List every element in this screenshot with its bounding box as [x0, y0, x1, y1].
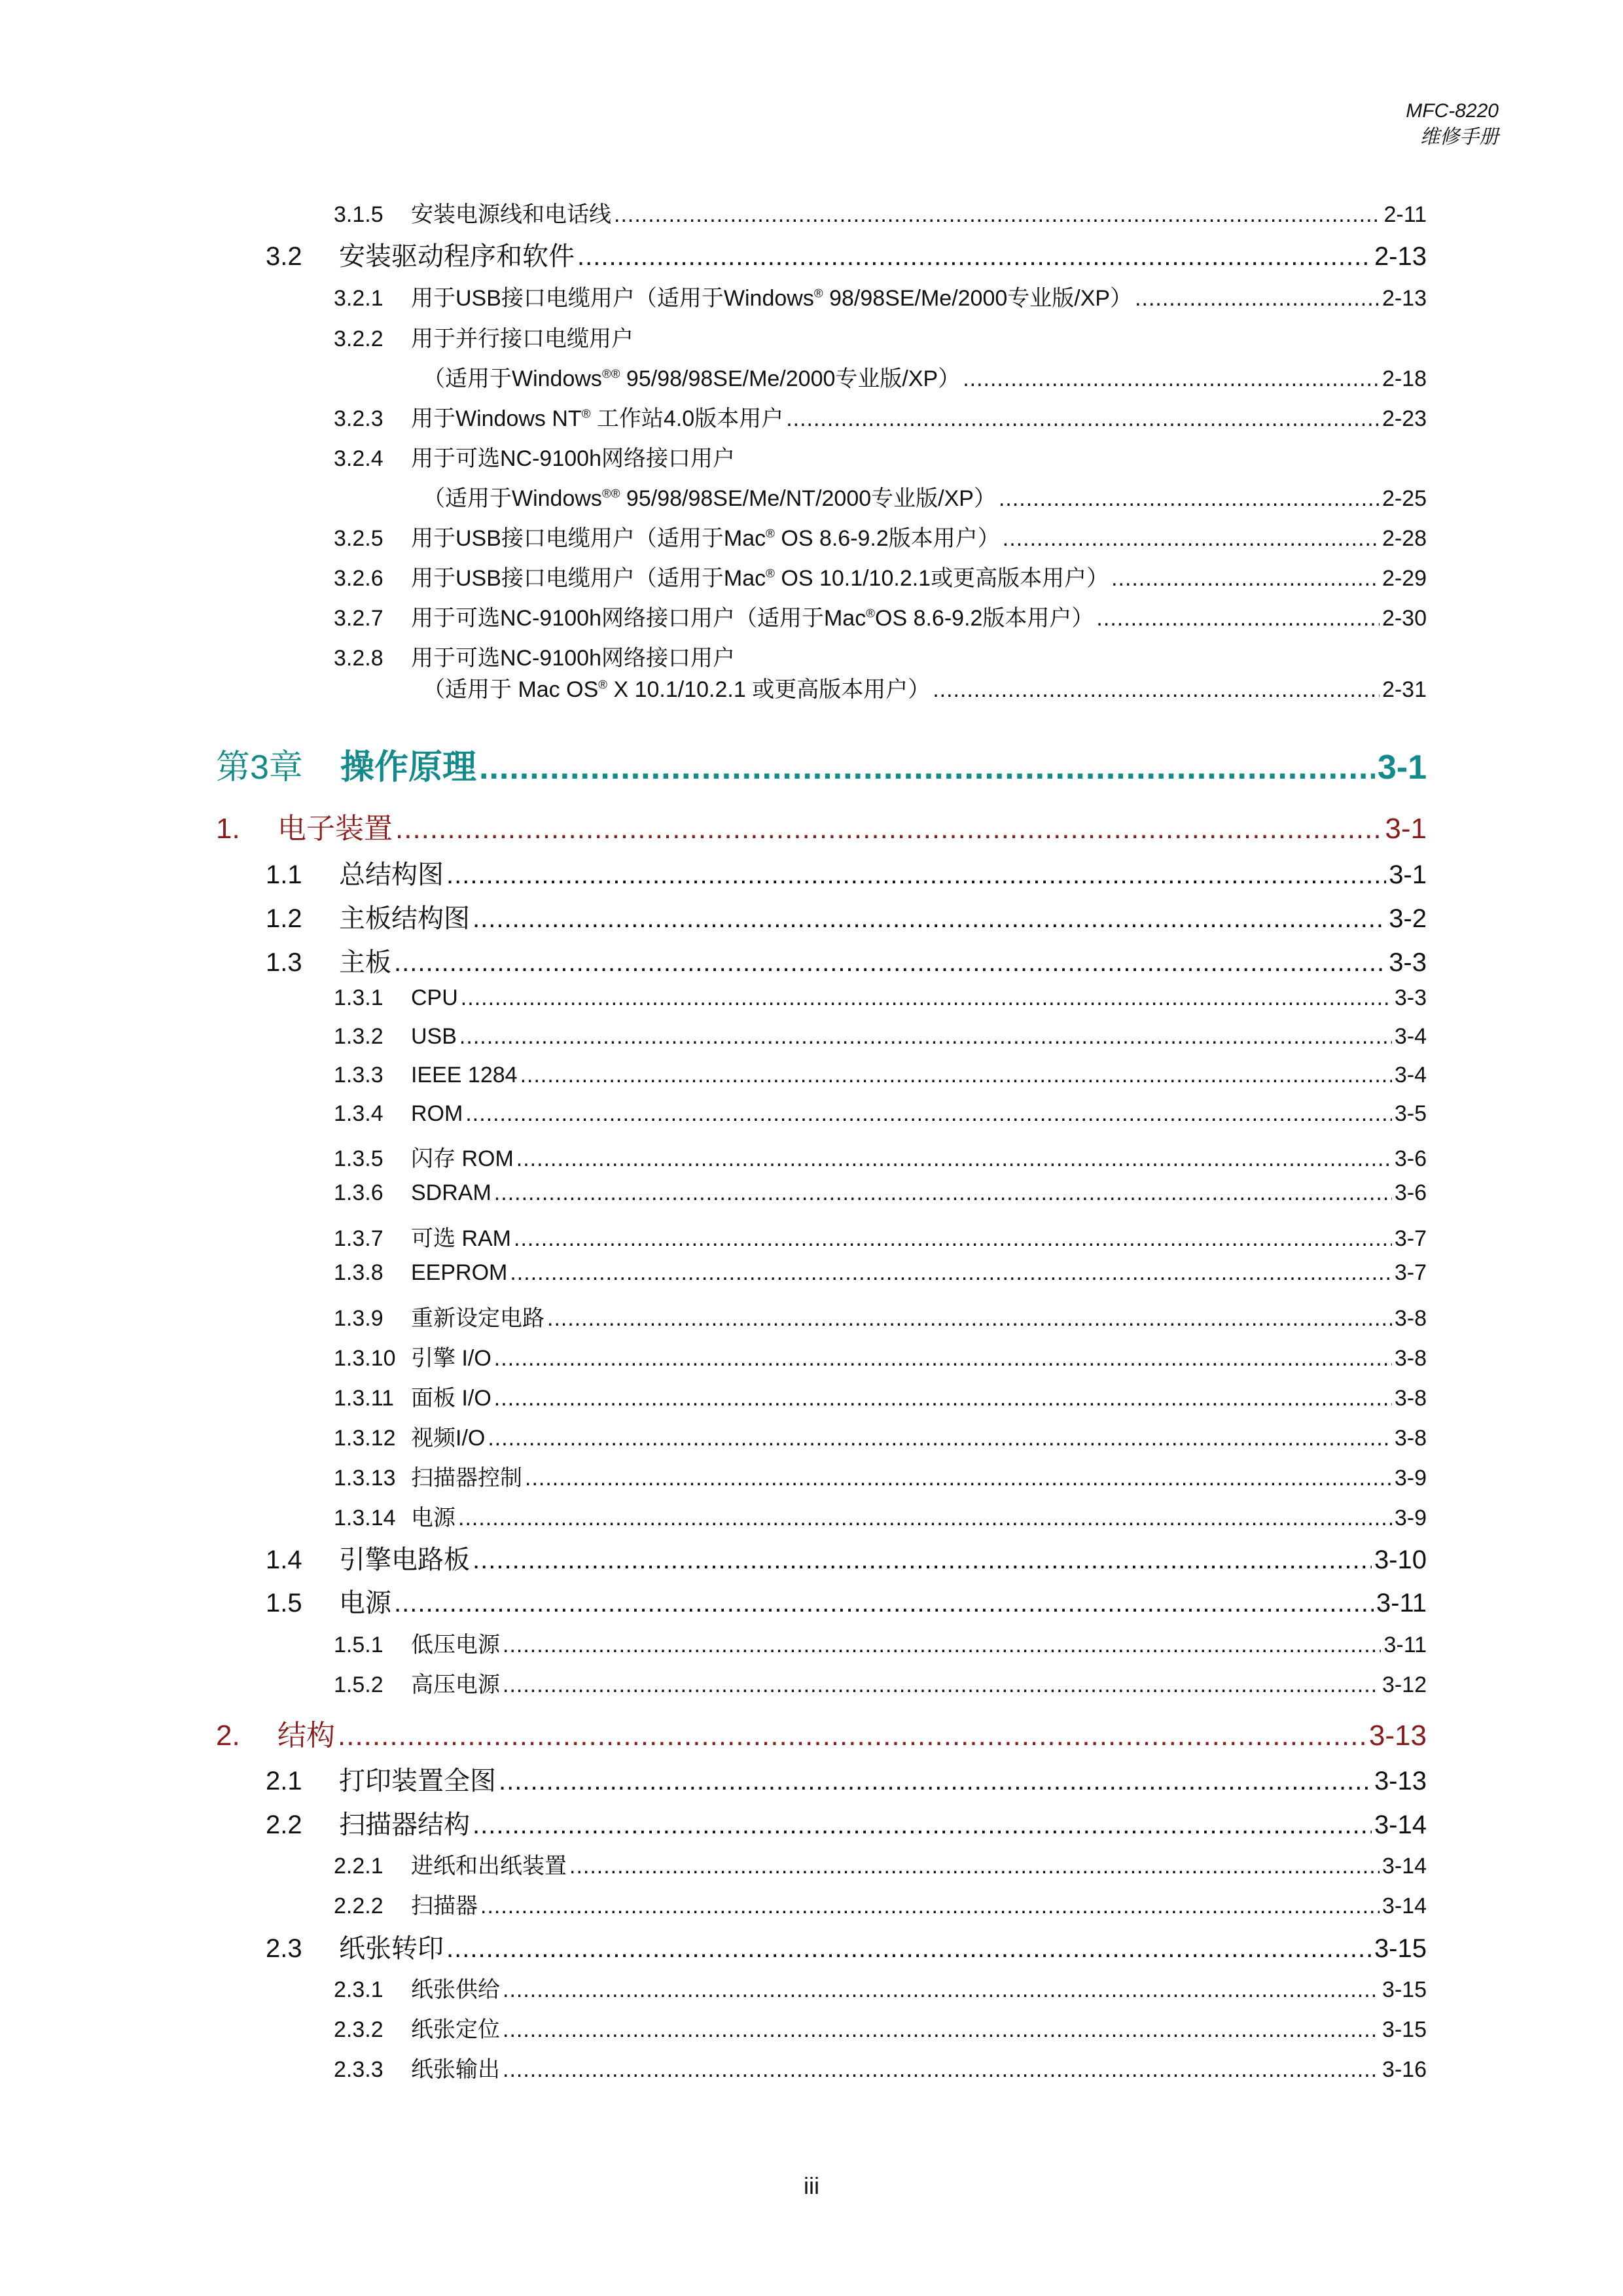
toc-entry[interactable] [216, 280, 1427, 312]
toc-title: 用于可选NC-9100h网络接口用户 [411, 646, 735, 671]
leader-dots [569, 1854, 1380, 1879]
toc-title: EEPROM [411, 1260, 508, 1285]
leader-dots [1003, 526, 1380, 552]
toc-title: （适用于Windows®® 95/98/98SE/Me/2000专业版/XP） [423, 366, 961, 391]
toc-title: 电子装置 [277, 813, 393, 845]
toc-entry[interactable] [216, 1582, 1427, 1619]
toc-title: 电源 [411, 1506, 455, 1530]
leader-dots [494, 1386, 1392, 1411]
toc-title: 用于可选NC-9100h网络接口用户（适用于Mac®OS 8.6-9.2版本用户） [411, 606, 1094, 631]
toc-entry[interactable] [216, 600, 1427, 632]
toc-number: 2.3.3 [334, 2057, 383, 2082]
toc-title: 用于USB接口电缆用户（适用于Windows® 98/98SE/Me/2000专业版/XP） [411, 286, 1133, 311]
leader-dots [525, 1466, 1392, 1491]
leader-dots [473, 1545, 1372, 1575]
toc-entry[interactable] [216, 321, 1427, 353]
toc-page: 2-31 [1382, 677, 1427, 702]
toc-number: 2.2.1 [334, 1854, 383, 1879]
chapter-page: 3-1 [1377, 749, 1427, 786]
toc-number: 1.4 [266, 1545, 302, 1574]
toc-title: 用于USB接口电缆用户（适用于Mac® OS 10.1/10.2.1或更高版本用户） [411, 566, 1109, 591]
leader-dots [933, 677, 1380, 703]
leader-dots [494, 1180, 1392, 1206]
leader-dots [458, 1506, 1392, 1531]
toc-title: 扫描器控制 [411, 1466, 522, 1491]
toc-page: 3-14 [1382, 1894, 1427, 1918]
toc-title: 高压电源 [411, 1672, 500, 1697]
leader-dots [394, 948, 1386, 978]
toc-number: 3.1.5 [334, 202, 383, 227]
toc-number: 3.2.2 [334, 327, 383, 351]
toc-page: 3-12 [1382, 1672, 1427, 1697]
toc-page: 3-8 [1394, 1306, 1427, 1331]
toc-entry[interactable] [216, 1971, 1427, 2004]
toc-entry[interactable] [216, 1928, 1427, 1965]
toc-entry[interactable] [216, 1804, 1427, 1841]
toc-number: 2. [216, 1720, 240, 1752]
leader-dots [394, 1589, 1374, 1618]
toc-title: （适用于Windows®® 95/98/98SE/Me/NT/2000专业版/XP） [423, 486, 996, 511]
toc-number: 1.3.5 [334, 1146, 383, 1171]
toc-page: 3-14 [1374, 1810, 1427, 1839]
toc-number: 2.3 [266, 1934, 302, 1963]
leader-dots [614, 202, 1381, 228]
toc-page: 3-13 [1374, 1767, 1427, 1795]
toc-page: 3-2 [1389, 904, 1427, 933]
leader-dots [520, 1063, 1392, 1088]
toc-entry[interactable] [216, 1460, 1427, 1492]
toc-entry[interactable] [216, 1420, 1427, 1452]
toc-title: 可选 RAM [411, 1226, 511, 1251]
toc-title: IEEE 1284 [411, 1063, 518, 1087]
toc-number: 1.5.2 [334, 1672, 383, 1697]
toc-number: 1.3.2 [334, 1024, 383, 1049]
toc-page: 3-6 [1394, 1180, 1427, 1205]
toc-number: 1.1 [266, 860, 302, 889]
toc-title: 扫描器 [411, 1894, 478, 1918]
toc-entry[interactable] [216, 236, 1427, 273]
toc-entry[interactable] [216, 1140, 1427, 1173]
toc-number: 3.2.7 [334, 606, 383, 631]
toc-number: 1.3.9 [334, 1306, 383, 1331]
leader-dots [577, 242, 1372, 272]
toc-title: （适用于 Mac OS® X 10.1/10.2.1 或更高版本用户） [423, 677, 931, 702]
leader-dots [480, 1894, 1380, 1919]
toc-title: 引擎 I/O [411, 1346, 491, 1371]
toc-title: 纸张定位 [411, 2017, 500, 2042]
toc-title: 电源 [339, 1589, 391, 1617]
chapter-number: 第3章 [216, 749, 303, 786]
toc-entry[interactable] [216, 1539, 1427, 1576]
toc-number: 1.3.8 [334, 1260, 383, 1285]
leader-dots [503, 1672, 1380, 1698]
leader-dots [1111, 566, 1380, 592]
toc-title: 纸张转印 [339, 1934, 444, 1963]
toc-entry[interactable] [216, 1101, 1427, 1127]
toc-title: 安装电源线和电话线 [411, 202, 611, 227]
toc-entry[interactable] [216, 1667, 1427, 1699]
toc-page: 3-10 [1374, 1545, 1427, 1574]
leader-dots [473, 1810, 1372, 1840]
toc-entry[interactable] [216, 1024, 1427, 1050]
toc-page: 2-11 [1383, 202, 1427, 227]
toc-entry[interactable] [216, 400, 1427, 433]
toc-entry-continuation[interactable] [216, 671, 1427, 703]
toc-number: 1.3.7 [334, 1226, 383, 1251]
toc-title: 闪存 ROM [411, 1146, 514, 1171]
toc-number: 1.3.4 [334, 1101, 383, 1126]
toc-page: 2-13 [1374, 242, 1427, 271]
toc-page: 2-28 [1382, 526, 1427, 551]
toc-title: 低压电源 [411, 1633, 500, 1657]
toc-title: 扫描器结构 [339, 1810, 470, 1839]
toc-number: 1.3.6 [334, 1180, 383, 1205]
toc-page: 3-6 [1394, 1146, 1427, 1171]
toc-title: 重新设定电路 [411, 1306, 544, 1331]
toc-entry[interactable] [216, 640, 1427, 672]
toc-page: 3-5 [1394, 1101, 1427, 1126]
leader-dots [503, 1633, 1381, 1658]
toc-title: 打印装置全图 [339, 1767, 496, 1795]
toc-title: 安装驱动程序和软件 [339, 242, 575, 271]
toc-number: 2.2 [266, 1810, 302, 1839]
leader-dots [963, 366, 1380, 392]
toc-page: 3-11 [1383, 1633, 1427, 1657]
toc-entry[interactable] [216, 1888, 1427, 1920]
toc-page: 3-1 [1389, 860, 1427, 889]
toc-entry[interactable] [216, 854, 1427, 891]
leader-dots [510, 1260, 1392, 1286]
toc-page: 3-9 [1394, 1506, 1427, 1530]
toc-page: 3-9 [1394, 1466, 1427, 1491]
toc-page: 3-13 [1368, 1720, 1427, 1752]
leader-dots [499, 1767, 1372, 1796]
page-header [1406, 98, 1499, 150]
toc-title: 用于USB接口电缆用户（适用于Mac® OS 8.6-9.2版本用户） [411, 526, 1000, 551]
toc-page: 2-18 [1382, 366, 1427, 391]
toc-page: 3-1 [1385, 813, 1427, 845]
toc-title: 进纸和出纸装置 [411, 1854, 567, 1879]
toc-title: 结构 [277, 1720, 335, 1752]
section-entry[interactable] [216, 1712, 1427, 1754]
toc-title: 用于可选NC-9100h网络接口用户 [411, 446, 735, 471]
toc-page: 2-13 [1382, 286, 1427, 311]
leader-dots [1135, 286, 1380, 311]
leader-dots [547, 1306, 1392, 1332]
toc-title: 引擎电路板 [339, 1545, 470, 1574]
toc-number: 1.3.10 [334, 1346, 396, 1371]
toc-title: CPU [411, 985, 458, 1010]
chapter-title: 操作原理 [340, 749, 477, 786]
toc-entry[interactable] [216, 985, 1427, 1011]
toc-entry[interactable] [216, 1220, 1427, 1252]
toc-number: 3.2.6 [334, 566, 383, 591]
toc-title: 主板结构图 [339, 904, 470, 933]
leader-dots [395, 813, 1382, 845]
toc-number: 1.3.11 [334, 1386, 395, 1411]
toc-title: 视频I/O [411, 1426, 486, 1451]
toc-title: 用于Windows NT® 工作站4.0版本用户 [411, 406, 784, 431]
toc-title: ROM [411, 1101, 463, 1126]
toc-page: 2-23 [1382, 406, 1427, 431]
leader-dots [516, 1146, 1392, 1172]
toc-entry[interactable] [216, 440, 1427, 472]
toc-entry[interactable] [216, 942, 1427, 979]
toc-entry-continuation[interactable] [216, 361, 1427, 393]
toc-entry[interactable] [216, 520, 1427, 552]
toc-number: 3.2.4 [334, 446, 383, 471]
leader-dots [473, 904, 1386, 934]
toc-entry[interactable] [216, 1180, 1427, 1206]
toc-number: 3.2.3 [334, 406, 383, 431]
leader-dots [999, 486, 1380, 512]
toc-entry[interactable] [216, 2051, 1427, 2083]
leader-dots [494, 1346, 1392, 1371]
toc-page: 3-16 [1382, 2057, 1427, 2082]
toc-number: 1. [216, 813, 240, 845]
toc-entry[interactable] [216, 1848, 1427, 1880]
toc-page: 3-15 [1382, 2017, 1427, 2042]
toc-page: 3-7 [1394, 1260, 1427, 1285]
toc-entry[interactable] [216, 1380, 1427, 1412]
toc-entry[interactable] [216, 898, 1427, 935]
leader-dots [503, 2017, 1380, 2043]
toc-number: 2.1 [266, 1767, 302, 1795]
leader-dots [446, 1934, 1372, 1964]
toc-number: 2.2.2 [334, 1894, 383, 1918]
toc-page: 2-25 [1382, 486, 1427, 511]
toc-number: 1.5.1 [334, 1633, 383, 1657]
toc-number: 3.2.8 [334, 646, 383, 671]
toc-title: 面板 I/O [411, 1386, 491, 1411]
toc-number: 1.3.1 [334, 985, 383, 1010]
leader-dots [479, 748, 1375, 787]
toc-entry[interactable] [216, 560, 1427, 592]
toc-page: 3-8 [1394, 1346, 1427, 1371]
toc-number: 3.2.5 [334, 526, 383, 551]
chapter-entry[interactable] [216, 739, 1427, 788]
toc-number: 1.2 [266, 904, 302, 933]
leader-dots [488, 1426, 1392, 1451]
leader-dots [786, 406, 1380, 432]
leader-dots [338, 1720, 1366, 1752]
toc-entry[interactable] [216, 196, 1427, 228]
section-entry[interactable] [216, 805, 1427, 847]
toc-page: 3-15 [1382, 1977, 1427, 2002]
toc-title: 主板 [339, 948, 391, 977]
toc-page: 3-3 [1394, 985, 1427, 1010]
leader-dots [503, 1977, 1380, 2003]
leader-dots [514, 1226, 1392, 1252]
toc-page: 3-11 [1376, 1589, 1427, 1617]
toc-page: 3-8 [1394, 1426, 1427, 1451]
toc-entry-continuation[interactable] [216, 480, 1427, 512]
model-name: MFC-8220 [1406, 100, 1499, 122]
leader-dots [1096, 606, 1380, 631]
leader-dots [465, 1101, 1392, 1127]
toc-page: 2-30 [1382, 606, 1427, 631]
toc-number: 1.3.12 [334, 1426, 396, 1451]
leader-dots [446, 860, 1386, 890]
toc-number: 3.2 [266, 242, 302, 271]
toc-number: 2.3.2 [334, 2017, 383, 2042]
toc-number: 1.3.14 [334, 1506, 396, 1530]
toc-page: 3-7 [1394, 1226, 1427, 1251]
toc-page: 3-14 [1382, 1854, 1427, 1879]
toc-number: 2.3.1 [334, 1977, 383, 2002]
toc-page: 2-29 [1382, 566, 1427, 591]
toc-page: 3-4 [1394, 1024, 1427, 1049]
toc-number: 1.3.13 [334, 1466, 396, 1491]
toc-entry[interactable] [216, 1300, 1427, 1332]
toc-entry[interactable] [216, 1627, 1427, 1659]
leader-dots [503, 2057, 1380, 2083]
toc-number: 3.2.1 [334, 286, 383, 311]
leader-dots [461, 985, 1392, 1011]
leader-dots [459, 1024, 1392, 1050]
toc-title: SDRAM [411, 1180, 491, 1205]
toc-number: 1.3.3 [334, 1063, 383, 1087]
toc-page: 3-3 [1389, 948, 1427, 977]
toc-number: 1.5 [266, 1589, 302, 1617]
toc-entry[interactable] [216, 1500, 1427, 1532]
toc-entry[interactable] [216, 2011, 1427, 2043]
manual-subtitle: 维修手册 [1420, 126, 1499, 148]
toc-page: 3-15 [1374, 1934, 1427, 1963]
toc-page: 3-8 [1394, 1386, 1427, 1411]
toc-title: 总结构图 [339, 860, 444, 889]
toc-entry[interactable] [216, 1063, 1427, 1088]
toc-page: 3-4 [1394, 1063, 1427, 1087]
toc-entry[interactable] [216, 1760, 1427, 1797]
toc-title: 纸张输出 [411, 2057, 500, 2082]
page-number: iii [804, 2172, 819, 2199]
toc-entry[interactable] [216, 1340, 1427, 1372]
toc-title: 纸张供给 [411, 1977, 500, 2002]
toc-entry[interactable] [216, 1260, 1427, 1286]
toc-number: 1.3 [266, 948, 302, 977]
toc-title: 用于并行接口电缆用户 [411, 327, 633, 351]
toc-title: USB [411, 1024, 457, 1049]
